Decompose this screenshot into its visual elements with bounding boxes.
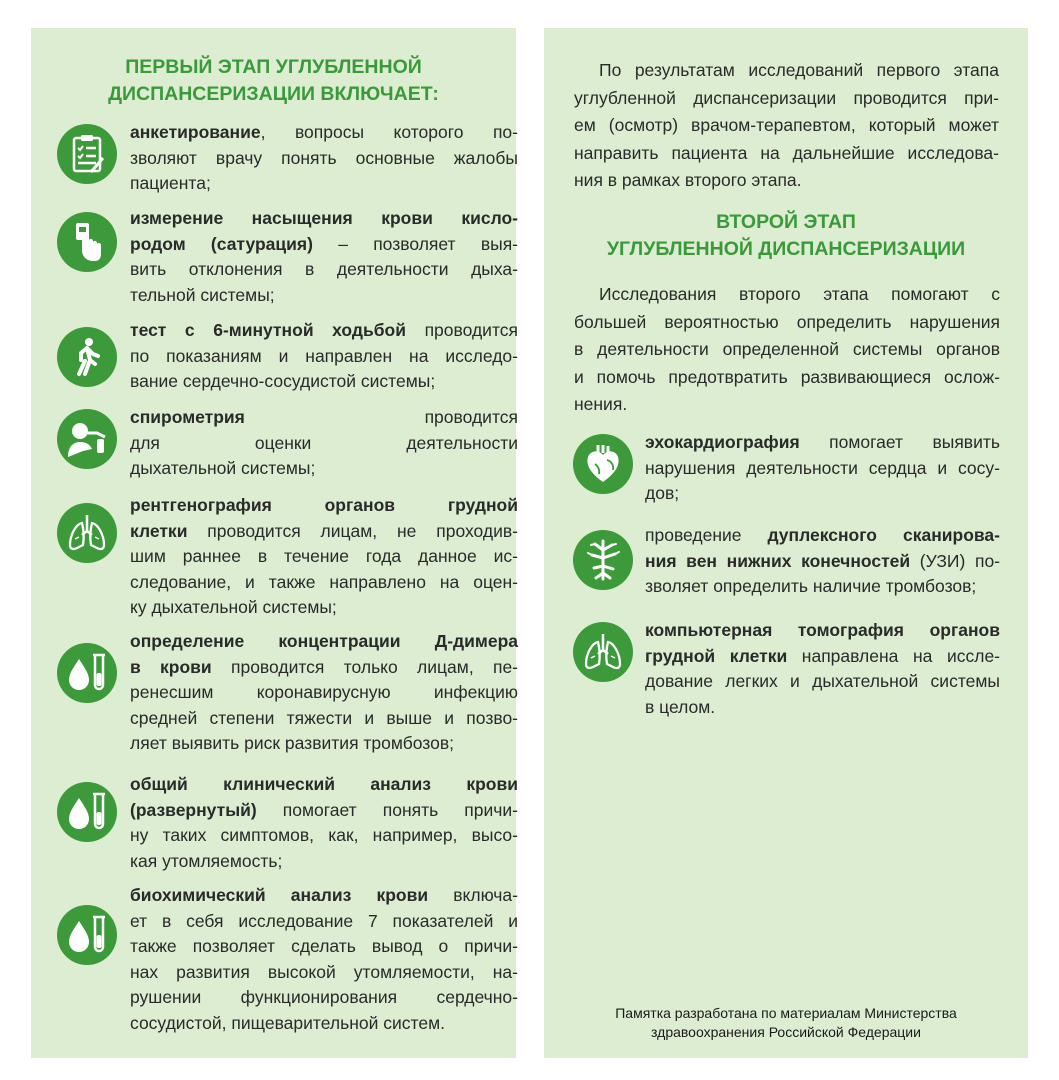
footnote-line: Памятка разработана по материалам Министерства (615, 1005, 957, 1021)
bold-text: анкетирование (130, 122, 261, 142)
regular-text: помогает понять причи- (256, 799, 518, 820)
regular-text: включа- (428, 885, 518, 905)
text-line (130, 405, 518, 431)
first-stage-title (31, 54, 516, 108)
regular-text: помогает выявить (799, 432, 1000, 452)
text-line (645, 644, 1000, 670)
bold-text: в крови (130, 656, 212, 677)
text-line (130, 456, 518, 482)
text-line (130, 431, 518, 457)
heart-icon (573, 434, 633, 494)
item-text (645, 618, 1000, 720)
regular-text: и помочь предотвратить развивающиеся ослож- (574, 366, 1000, 387)
text-line: углубленной диспансеризации проводится при- (574, 87, 999, 108)
bold-text: рентгенография органов грудной (130, 495, 518, 515)
regular-text: зволяет определить наличие тромбозов; (645, 576, 977, 596)
text-line: ем (осмотр) врачом-терапевтом, который может (574, 115, 999, 135)
regular-text: – позволяет выя- (312, 233, 518, 254)
regular-text: шим раннее в течение года данное ис- (130, 546, 518, 566)
text-line (130, 120, 518, 146)
blood-drop-test-tube-icon (57, 643, 117, 703)
text-line (574, 391, 1000, 419)
bold-text: компьютерная томография органов (645, 620, 1000, 640)
title-line: ВТОРОЙ ЭТАП (716, 211, 856, 233)
footnote (544, 1004, 1028, 1042)
regular-text: проводится (406, 320, 518, 340)
bold-text: общий клинический анализ крови (130, 774, 518, 794)
item-text (130, 883, 518, 1036)
bold-text: тест с 6-минутной ходьбой (130, 320, 407, 340)
blood-drop-test-tube-icon (57, 905, 117, 965)
text-line (130, 934, 518, 960)
regular-text: рушении функционирования сердечно- (130, 987, 518, 1007)
text-line (130, 318, 518, 344)
text-line: По результатам исследований первого этапа (599, 60, 999, 80)
text-line (130, 1011, 518, 1037)
regular-text: в целом. (645, 696, 716, 717)
regular-text: средней степени тяжести и выше и позво- (130, 707, 518, 728)
regular-text: проводится только лицам, пе- (211, 656, 519, 677)
bold-text: Исследования второго этапа (599, 284, 869, 304)
text-line (130, 655, 518, 681)
text-line (130, 283, 518, 309)
bold-text: биохимический анализ крови (130, 885, 429, 905)
intro-paragraph (574, 57, 999, 195)
questionnaire-icon (57, 124, 117, 184)
second-stage-title (544, 209, 1028, 263)
item-text (645, 430, 1000, 507)
regular-text: следование, и также направлено на оцен- (130, 571, 518, 592)
title-line: ДИСПАНСЕРИЗАЦИИ ВКЛЮЧАЕТ: (108, 83, 439, 105)
text-line (574, 309, 1000, 337)
bold-text: дуплексного сканирова- (767, 525, 1000, 545)
item-text (130, 206, 518, 308)
text-line (645, 549, 1000, 575)
text-line (130, 595, 518, 621)
regular-text: пациента; (130, 173, 211, 193)
item-text (130, 493, 518, 621)
veins-icon (573, 530, 633, 590)
text-line (130, 519, 518, 545)
regular-text: нения. (574, 394, 628, 414)
text-line (130, 772, 518, 798)
title-line: УГЛУБЛЕННОЙ ДИСПАНСЕРИЗАЦИИ (606, 238, 966, 260)
regular-text: по показаниям и направлен на исследо- (130, 345, 518, 366)
bold-text: спирометрия (130, 407, 245, 427)
right-panel (544, 28, 1028, 1058)
pulse-oximeter-icon (57, 212, 117, 272)
text-line (130, 985, 518, 1011)
regular-text: дование легких и дыхательной системы (645, 671, 1000, 691)
text-line (574, 281, 1000, 309)
text-line (130, 849, 518, 875)
text-line (130, 344, 518, 370)
text-line (130, 544, 518, 570)
bold-text: измерение насыщения крови кисло- (130, 208, 518, 228)
item-text (645, 523, 1000, 600)
bold-text: клетки (130, 520, 188, 541)
text-line (645, 574, 1000, 600)
regular-text: нарушения деятельности сердца и сосу- (645, 457, 1000, 478)
item-text (130, 629, 518, 757)
text-line (574, 364, 1000, 392)
regular-text: тельной системы; (130, 284, 275, 305)
text-line: направить пациента на дальнейшие исследова- (574, 142, 999, 163)
regular-text: дыхательной системы; (130, 458, 316, 478)
regular-text: , вопросы которого по- (260, 122, 518, 142)
regular-text: для оценки деятельности (130, 432, 518, 453)
text-line (130, 629, 518, 655)
walking-person-icon (57, 327, 117, 387)
regular-text: сосудистой, пищеварительной систем. (130, 1012, 445, 1033)
bold-text: грудной клетки (645, 645, 788, 666)
bold-text: эхокардиография (645, 432, 800, 452)
regular-text: проводится (244, 407, 518, 427)
regular-text: ет в себя исследование 7 показателей и (130, 910, 518, 931)
text-line (645, 430, 1000, 456)
text-line (130, 369, 518, 395)
text-line (130, 731, 518, 757)
left-panel (31, 28, 519, 1058)
item-text (130, 318, 518, 395)
spirometry-icon (57, 409, 117, 469)
bold-text: родом (сатурация) (130, 233, 313, 254)
text-line (130, 706, 518, 732)
lungs-icon (57, 503, 117, 563)
regular-text: ренесшим коронавирусную инфекцию (130, 682, 518, 702)
text-line (645, 523, 1000, 549)
text-line (645, 669, 1000, 695)
text-line (130, 570, 518, 596)
text-line (645, 481, 1000, 507)
text-line (130, 883, 518, 909)
regular-text: дов; (645, 483, 680, 503)
text-line (130, 909, 518, 935)
text-line (130, 257, 518, 283)
regular-text: (УЗИ) по- (910, 550, 1001, 571)
regular-text: вить отклонения в деятельности дыха- (130, 259, 518, 279)
title-line: ПЕРВЫЙ ЭТАП УГЛУБЛЕННОЙ (125, 56, 422, 78)
footnote-line: здравоохранения Российской Федерации (651, 1024, 921, 1040)
bold-text: (развернутый) (130, 799, 257, 820)
regular-text: нах развития высокой утомляемости, на- (130, 961, 518, 982)
regular-text: ку дыхательной системы; (130, 597, 337, 617)
regular-text: зволяют врачу понять основные жалобы (130, 147, 518, 168)
text-line (645, 695, 1000, 721)
bold-text: ния вен нижних конечностей (645, 550, 911, 571)
text-line (645, 456, 1000, 482)
regular-text: большей вероятностью определить нарушения (574, 311, 1000, 332)
regular-text: проводится лицам, не проходив- (187, 520, 518, 541)
text-line (130, 680, 518, 706)
text-line: ния в рамках второго этапа. (574, 170, 802, 190)
text-line (130, 960, 518, 986)
regular-text: вание сердечно-сосудистой системы; (130, 371, 436, 391)
regular-text: ляет выявить риск развития тромбозов; (130, 733, 454, 753)
text-line (130, 232, 518, 258)
item-text (130, 772, 518, 874)
item-text (130, 120, 518, 197)
text-line (574, 336, 1000, 364)
regular-text: ну таких симптомов, как, например, высо- (130, 825, 518, 845)
regular-text: помогают с (868, 284, 1000, 304)
text-line (130, 798, 518, 824)
text-line (130, 493, 518, 519)
regular-text: кая утомляемость; (130, 850, 283, 871)
regular-text: также позволяет сделать вывод о причи- (130, 936, 518, 956)
blood-drop-test-tube-icon (57, 782, 117, 842)
regular-text: направлена на иссле- (787, 645, 1001, 666)
regular-text: в деятельности определенной системы органов (574, 339, 1000, 359)
item-text (130, 405, 518, 482)
text-line (130, 146, 518, 172)
second-stage-paragraph (574, 281, 1000, 419)
text-line (130, 206, 518, 232)
regular-text: проведение (645, 525, 768, 545)
text-line (645, 618, 1000, 644)
text-line (130, 823, 518, 849)
text-line (130, 171, 518, 197)
lungs-icon (573, 622, 633, 682)
bold-text: определение концентрации Д-димера (130, 631, 518, 651)
